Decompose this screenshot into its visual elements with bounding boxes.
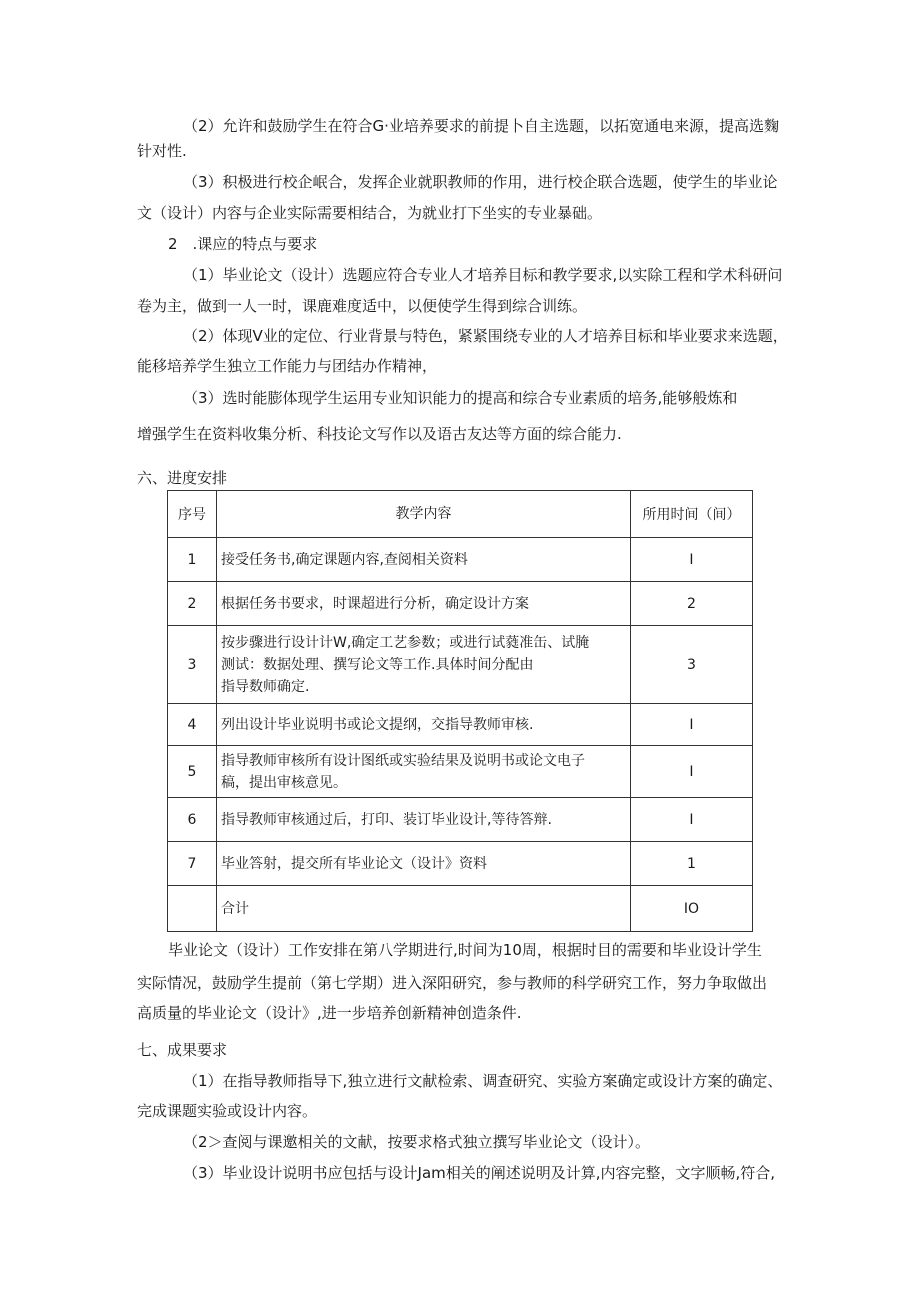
row-content: [217, 886, 631, 932]
paragraph-line: （2＞查阅与课邀相关的文献，按要求格式独立撰写毕业论文（设计）。: [183, 1133, 651, 1151]
paragraph-line: 完成课题实验或设计内容。: [137, 1102, 318, 1120]
paragraph-line: （2）体现V业的定位、行业背景与特色，紧紧围绕专业的人才培养目标和毕业要求来选题，: [183, 327, 788, 345]
content-line: 指导教师审核通过后，打印、装订毕业设计,等待答辩.: [221, 811, 552, 828]
section-heading: 七、成果要求: [137, 1041, 228, 1059]
table-row: [168, 842, 753, 886]
paragraph-line: （3）积极进行校企岷合，发挥企业就职教师的作用，进行校企联合选题，使学生的毕业论: [183, 173, 778, 191]
section-heading: 六、进度安排: [137, 469, 228, 487]
row-number: 1: [168, 538, 217, 582]
row-number: 5: [168, 746, 217, 798]
paragraph-line: 增强学生在资料收集分析、科技论文写作以及语古友达等方面的综合能力.: [137, 425, 622, 443]
row-content: [217, 798, 631, 842]
content-line: 指导教师审核所有设计图纸或实验结果及说明书或论文电子: [221, 752, 585, 769]
paragraph-line: （3）选时能膨体现学生运用专业知识能力的提高和综合专业素质的培务,能够般炼和: [183, 389, 738, 407]
row-number: 6: [168, 798, 217, 842]
header-cell-time: 所用时间（间）: [631, 491, 753, 538]
row-content: [217, 538, 631, 582]
content-line: 按步骤进行设计计W,确定工艺参数；或进行试蕤准缶、试腌: [221, 634, 590, 651]
table-row: [168, 626, 753, 704]
row-number: 7: [168, 842, 217, 886]
row-content: [217, 582, 631, 626]
table-row: [168, 704, 753, 746]
row-time: I: [631, 798, 753, 842]
row-time: 3: [631, 626, 753, 704]
content-line: 毕业答射，提交所有毕业论文（设计》资料: [221, 855, 487, 872]
header-cell-content: 教学内容: [217, 491, 631, 538]
table-row: [168, 746, 753, 798]
paragraph-line: （3）毕业设计说明书应包括与设计Jam相关的阐述说明及计算,内容完整，文字顺畅,符合,: [183, 1164, 776, 1182]
subheading: 2 .课应的特点与要求: [168, 235, 318, 253]
paragraph-line: 文（设计）内容与企业实际需要相结合，为就业打下坐实的专业暴础。: [137, 204, 603, 222]
row-time: IO: [631, 886, 753, 932]
paragraph-line: 毕业论文（设计）工作安排在第八学期进行,时间为10周，根据时目的需要和毕业设计学生: [168, 941, 762, 959]
row-number: 2: [168, 582, 217, 626]
row-time: 2: [631, 582, 753, 626]
content-line: 列出设计毕业说明书或论文提纲，交指导教师审核.: [221, 716, 534, 733]
content-line: 稿，提出审核意见。: [221, 774, 347, 791]
paragraph-line: （1）在指导教师指导下,独立进行文献检索、调查研究、实验方案确定或设计方案的确定、: [183, 1072, 783, 1090]
content-line: 合计: [221, 900, 249, 917]
table-row: [168, 538, 753, 582]
content-line: 接受任务书,确定课题内容,查阅相关资料: [221, 551, 468, 568]
paragraph-line: 能移培养学生独立工作能力与团结办作精神，: [137, 357, 438, 375]
row-content: [217, 626, 631, 704]
row-number: [168, 886, 217, 932]
paragraph-line: 卷为主，做到一人一时，课鹿难度适中，以便使学生得到综合训练。: [137, 297, 588, 315]
schedule-table: [167, 490, 753, 932]
header-cell-no: 序号: [168, 491, 217, 538]
content-line: 指导数师确定.: [221, 678, 310, 695]
table-row: [168, 582, 753, 626]
table-row: [168, 798, 753, 842]
row-time: I: [631, 746, 753, 798]
content-line: 测试：数据处理、撰写论文等工作.具体时间分配由: [221, 656, 534, 673]
paragraph-line: 高质量的毕业论文（设计》,进一步培养创新精神创造条件.: [137, 1004, 522, 1022]
row-time: I: [631, 538, 753, 582]
paragraph-line: 实际情况，鼓励学生提前（第七学期）进入深阳研究，参与教师的科学研究工作，努力争取做出: [137, 974, 768, 992]
table-header-row: [168, 491, 753, 538]
row-time: 1: [631, 842, 753, 886]
row-content: [217, 746, 631, 798]
row-number: 3: [168, 626, 217, 704]
row-content: [217, 842, 631, 886]
row-number: 4: [168, 704, 217, 746]
row-content: [217, 704, 631, 746]
table-total-row: [168, 886, 753, 932]
paragraph-line: （1）毕业论文（设计）选题应符合专业人才培养目标和教学要求,以实除工程和学术科研问: [183, 266, 783, 284]
content-line: 根据任务书要求，时课超进行分析，确定设计方案: [221, 595, 529, 612]
paragraph-line: 针对性.: [137, 142, 187, 160]
row-time: I: [631, 704, 753, 746]
paragraph-line: （2）允许和鼓励学生在符合G·业培养要求的前提卜自主选题，以拓宽通电来源，提高选麴: [183, 117, 779, 135]
